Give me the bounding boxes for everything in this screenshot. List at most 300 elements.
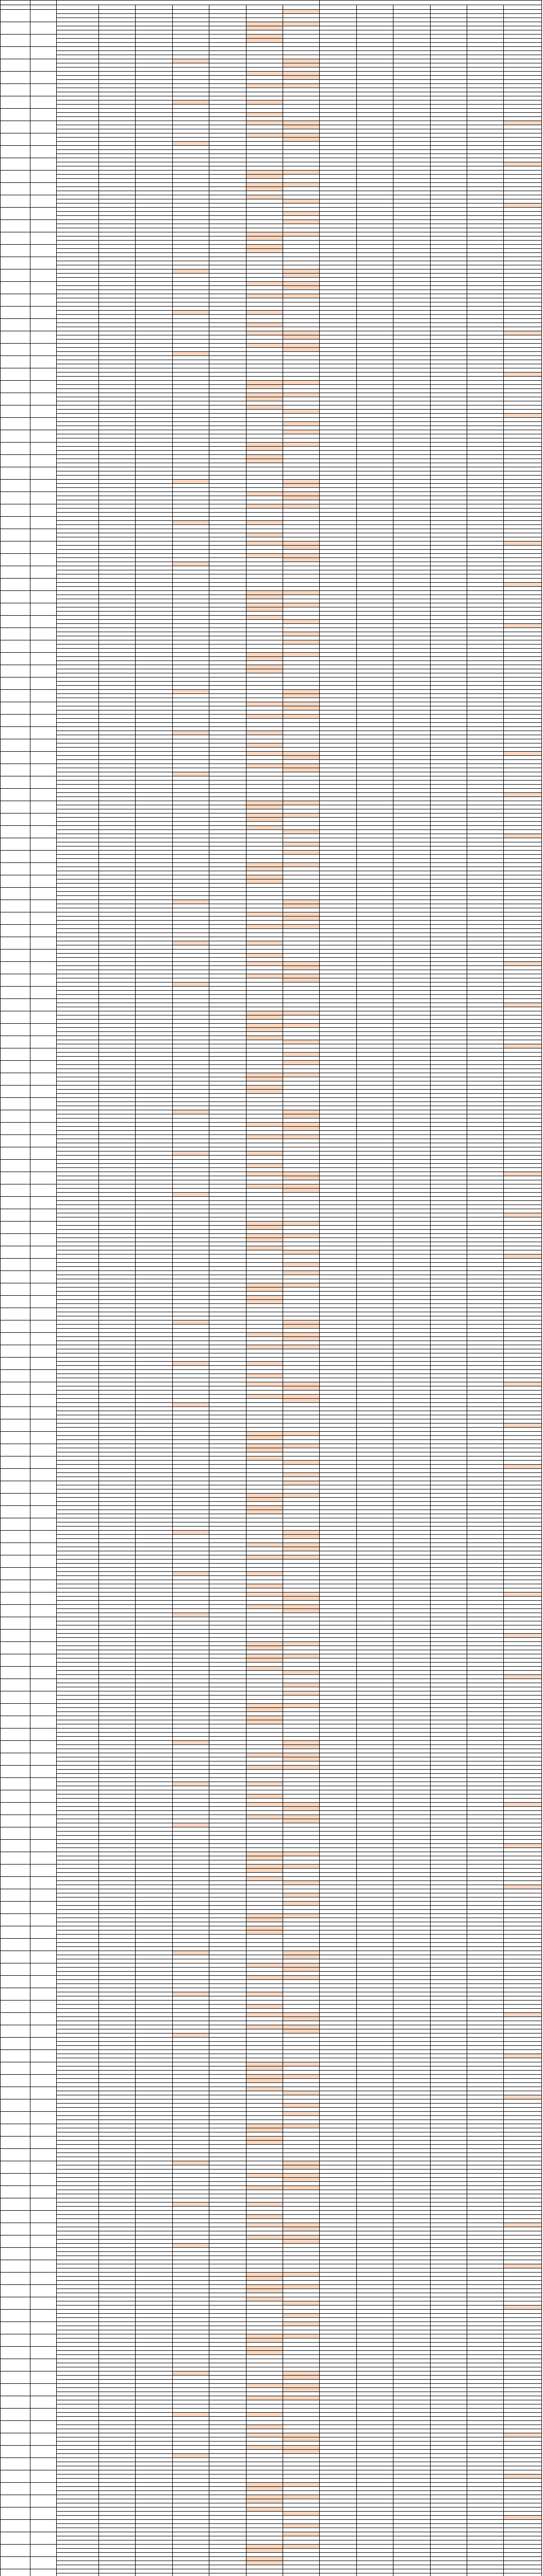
status-cell[interactable] <box>356 166 393 171</box>
status-cell[interactable] <box>430 294 467 298</box>
status-cell[interactable] <box>504 76 542 80</box>
status-cell[interactable] <box>393 405 430 410</box>
status-cell[interactable] <box>172 1036 209 1040</box>
status-cell[interactable] <box>430 146 467 150</box>
status-cell[interactable] <box>430 541 467 546</box>
status-cell[interactable] <box>504 1040 542 1044</box>
status-cell[interactable] <box>320 657 356 661</box>
status-cell[interactable] <box>246 978 283 982</box>
status-cell[interactable] <box>430 1048 467 1053</box>
status-cell[interactable] <box>136 558 172 562</box>
status-cell[interactable] <box>172 1114 209 1118</box>
status-cell[interactable] <box>504 1015 542 1020</box>
status-cell[interactable] <box>283 954 320 958</box>
status-cell[interactable] <box>320 908 356 912</box>
status-cell[interactable] <box>209 105 246 109</box>
status-cell[interactable] <box>467 1316 504 1320</box>
status-cell[interactable] <box>283 558 320 562</box>
status-cell[interactable] <box>393 834 430 838</box>
status-cell[interactable] <box>504 1316 542 1320</box>
status-cell[interactable] <box>209 459 246 463</box>
status-cell[interactable] <box>393 875 430 879</box>
status-cell[interactable] <box>283 204 320 208</box>
status-cell[interactable] <box>172 814 209 818</box>
status-cell[interactable] <box>136 814 172 818</box>
status-cell[interactable] <box>504 1160 542 1164</box>
status-cell[interactable] <box>283 702 320 706</box>
status-cell[interactable] <box>393 1040 430 1044</box>
status-cell[interactable] <box>393 624 430 628</box>
status-cell[interactable] <box>99 352 136 356</box>
status-cell[interactable] <box>467 92 504 96</box>
status-cell[interactable] <box>430 467 467 471</box>
status-cell[interactable] <box>320 199 356 204</box>
status-cell[interactable] <box>283 451 320 455</box>
status-cell[interactable] <box>356 743 393 748</box>
status-cell[interactable] <box>136 1184 172 1189</box>
status-cell[interactable] <box>172 500 209 504</box>
status-cell[interactable] <box>99 1259 136 1263</box>
status-cell[interactable] <box>467 603 504 607</box>
status-cell[interactable] <box>209 1345 246 1349</box>
status-cell[interactable] <box>209 410 246 414</box>
status-cell[interactable] <box>246 154 283 158</box>
status-cell[interactable] <box>209 1123 246 1127</box>
status-cell[interactable] <box>136 917 172 921</box>
status-cell[interactable] <box>320 216 356 220</box>
status-cell[interactable] <box>172 1349 209 1353</box>
status-cell[interactable] <box>283 1292 320 1296</box>
status-cell[interactable] <box>356 315 393 319</box>
status-cell[interactable] <box>320 1213 356 1217</box>
status-cell[interactable] <box>246 814 283 818</box>
status-cell[interactable] <box>393 426 430 430</box>
status-cell[interactable] <box>172 364 209 368</box>
status-cell[interactable] <box>136 393 172 397</box>
status-cell[interactable] <box>283 694 320 698</box>
status-cell[interactable] <box>283 55 320 59</box>
status-cell[interactable] <box>320 879 356 884</box>
status-cell[interactable] <box>320 896 356 900</box>
status-cell[interactable] <box>136 1238 172 1242</box>
status-cell[interactable] <box>99 1110 136 1114</box>
status-cell[interactable] <box>467 1036 504 1040</box>
status-cell[interactable] <box>172 921 209 925</box>
status-cell[interactable] <box>320 620 356 624</box>
status-cell[interactable] <box>136 1007 172 1011</box>
status-cell[interactable] <box>136 1193 172 1197</box>
status-cell[interactable] <box>283 488 320 492</box>
date-header[interactable] <box>467 5 504 10</box>
status-cell[interactable] <box>356 1011 393 1015</box>
status-cell[interactable] <box>246 488 283 492</box>
status-cell[interactable] <box>393 719 430 723</box>
status-cell[interactable] <box>172 1156 209 1160</box>
status-cell[interactable] <box>430 80 467 84</box>
status-cell[interactable] <box>99 1011 136 1015</box>
status-cell[interactable] <box>209 793 246 797</box>
status-cell[interactable] <box>246 1094 283 1098</box>
status-cell[interactable] <box>393 241 430 245</box>
status-cell[interactable] <box>136 756 172 760</box>
status-cell[interactable] <box>209 171 246 175</box>
status-cell[interactable] <box>246 162 283 166</box>
status-cell[interactable] <box>136 1279 172 1283</box>
status-cell[interactable] <box>136 776 172 781</box>
status-cell[interactable] <box>246 941 283 945</box>
status-cell[interactable] <box>283 323 320 327</box>
status-cell[interactable] <box>467 1086 504 1090</box>
status-cell[interactable] <box>172 447 209 451</box>
status-cell[interactable] <box>320 298 356 302</box>
status-cell[interactable] <box>467 96 504 100</box>
status-cell[interactable] <box>430 138 467 142</box>
status-cell[interactable] <box>467 1032 504 1036</box>
status-cell[interactable] <box>99 1176 136 1180</box>
status-cell[interactable] <box>504 657 542 661</box>
status-cell[interactable] <box>136 649 172 653</box>
status-cell[interactable] <box>172 1172 209 1176</box>
status-cell[interactable] <box>136 257 172 261</box>
status-cell[interactable] <box>209 1209 246 1213</box>
status-cell[interactable] <box>467 1189 504 1193</box>
status-cell[interactable] <box>393 1073 430 1077</box>
status-cell[interactable] <box>430 405 467 410</box>
status-cell[interactable] <box>136 739 172 743</box>
status-cell[interactable] <box>430 521 467 525</box>
status-cell[interactable] <box>136 88 172 92</box>
status-cell[interactable] <box>430 492 467 496</box>
status-cell[interactable] <box>209 822 246 826</box>
status-cell[interactable] <box>209 834 246 838</box>
status-cell[interactable] <box>172 286 209 290</box>
status-cell[interactable] <box>393 1378 430 1382</box>
status-cell[interactable] <box>172 941 209 945</box>
status-cell[interactable] <box>393 1263 430 1267</box>
status-cell[interactable] <box>172 269 209 274</box>
status-cell[interactable] <box>283 1395 320 1399</box>
status-cell[interactable] <box>320 801 356 805</box>
status-cell[interactable] <box>320 241 356 245</box>
status-cell[interactable] <box>320 282 356 286</box>
status-cell[interactable] <box>467 18 504 22</box>
status-cell[interactable] <box>99 212 136 216</box>
status-cell[interactable] <box>393 1168 430 1172</box>
status-cell[interactable] <box>172 743 209 748</box>
status-cell[interactable] <box>430 686 467 690</box>
status-cell[interactable] <box>356 702 393 706</box>
status-cell[interactable] <box>136 55 172 59</box>
status-cell[interactable] <box>209 846 246 851</box>
status-cell[interactable] <box>246 640 283 645</box>
status-cell[interactable] <box>209 954 246 958</box>
status-cell[interactable] <box>283 26 320 30</box>
status-cell[interactable] <box>393 105 430 109</box>
status-cell[interactable] <box>246 1135 283 1139</box>
status-cell[interactable] <box>430 63 467 67</box>
status-cell[interactable] <box>356 484 393 488</box>
status-cell[interactable] <box>209 166 246 171</box>
status-cell[interactable] <box>283 175 320 179</box>
status-cell[interactable] <box>136 496 172 500</box>
status-cell[interactable] <box>209 970 246 974</box>
status-cell[interactable] <box>467 282 504 286</box>
status-cell[interactable] <box>430 640 467 645</box>
status-cell[interactable] <box>99 1246 136 1250</box>
status-cell[interactable] <box>356 731 393 735</box>
status-cell[interactable] <box>467 319 504 323</box>
status-cell[interactable] <box>356 405 393 410</box>
status-cell[interactable] <box>209 612 246 616</box>
status-cell[interactable] <box>99 84 136 88</box>
status-cell[interactable] <box>209 463 246 467</box>
status-cell[interactable] <box>246 438 283 443</box>
status-cell[interactable] <box>283 616 320 620</box>
status-cell[interactable] <box>393 1358 430 1362</box>
status-cell[interactable] <box>99 546 136 550</box>
status-cell[interactable] <box>467 513 504 517</box>
status-cell[interactable] <box>467 224 504 228</box>
status-cell[interactable] <box>209 1250 246 1255</box>
status-cell[interactable] <box>356 1135 393 1139</box>
status-cell[interactable] <box>393 1325 430 1329</box>
status-cell[interactable] <box>99 1366 136 1370</box>
status-cell[interactable] <box>430 772 467 776</box>
status-cell[interactable] <box>393 929 430 933</box>
status-cell[interactable] <box>356 253 393 257</box>
status-cell[interactable] <box>172 1386 209 1391</box>
status-cell[interactable] <box>504 698 542 702</box>
status-cell[interactable] <box>504 183 542 187</box>
status-cell[interactable] <box>283 649 320 653</box>
status-cell[interactable] <box>356 257 393 261</box>
status-cell[interactable] <box>504 570 542 574</box>
status-cell[interactable] <box>283 105 320 109</box>
status-cell[interactable] <box>99 978 136 982</box>
status-cell[interactable] <box>246 785 283 789</box>
status-cell[interactable] <box>430 958 467 962</box>
status-cell[interactable] <box>283 245 320 249</box>
status-cell[interactable] <box>320 434 356 438</box>
status-cell[interactable] <box>504 1028 542 1032</box>
status-cell[interactable] <box>246 805 283 809</box>
status-cell[interactable] <box>393 896 430 900</box>
status-cell[interactable] <box>99 340 136 344</box>
status-cell[interactable] <box>209 1386 246 1391</box>
status-cell[interactable] <box>467 67 504 72</box>
status-cell[interactable] <box>320 710 356 715</box>
status-cell[interactable] <box>504 929 542 933</box>
status-cell[interactable] <box>430 892 467 896</box>
status-cell[interactable] <box>320 785 356 789</box>
status-cell[interactable] <box>504 945 542 950</box>
status-cell[interactable] <box>246 1201 283 1205</box>
status-cell[interactable] <box>320 257 356 261</box>
status-cell[interactable] <box>430 1341 467 1345</box>
status-cell[interactable] <box>430 88 467 92</box>
status-cell[interactable] <box>99 1032 136 1036</box>
status-cell[interactable] <box>504 1106 542 1110</box>
status-cell[interactable] <box>393 595 430 599</box>
status-cell[interactable] <box>99 183 136 187</box>
status-cell[interactable] <box>356 171 393 175</box>
status-cell[interactable] <box>209 645 246 649</box>
status-cell[interactable] <box>393 455 430 459</box>
status-cell[interactable] <box>356 690 393 694</box>
status-cell[interactable] <box>393 1201 430 1205</box>
status-cell[interactable] <box>209 253 246 257</box>
status-cell[interactable] <box>136 426 172 430</box>
status-cell[interactable] <box>393 146 430 150</box>
status-cell[interactable] <box>136 929 172 933</box>
status-cell[interactable] <box>467 607 504 612</box>
status-cell[interactable] <box>393 451 430 455</box>
status-cell[interactable] <box>320 1209 356 1213</box>
status-cell[interactable] <box>430 96 467 100</box>
status-cell[interactable] <box>209 274 246 278</box>
status-cell[interactable] <box>393 133 430 138</box>
status-cell[interactable] <box>136 133 172 138</box>
status-cell[interactable] <box>320 1028 356 1032</box>
status-cell[interactable] <box>356 1213 393 1217</box>
status-cell[interactable] <box>320 443 356 447</box>
status-cell[interactable] <box>99 962 136 966</box>
status-cell[interactable] <box>99 286 136 290</box>
status-cell[interactable] <box>136 665 172 669</box>
status-cell[interactable] <box>172 1048 209 1053</box>
status-cell[interactable] <box>246 1205 283 1209</box>
status-cell[interactable] <box>209 781 246 785</box>
status-cell[interactable] <box>283 719 320 723</box>
status-cell[interactable] <box>283 298 320 302</box>
status-cell[interactable] <box>209 950 246 954</box>
status-cell[interactable] <box>136 1329 172 1333</box>
status-cell[interactable] <box>209 1391 246 1395</box>
status-cell[interactable] <box>430 377 467 381</box>
status-cell[interactable] <box>356 776 393 781</box>
status-cell[interactable] <box>209 179 246 183</box>
status-cell[interactable] <box>283 315 320 319</box>
status-cell[interactable] <box>430 208 467 212</box>
status-cell[interactable] <box>209 764 246 768</box>
status-cell[interactable] <box>393 838 430 842</box>
status-cell[interactable] <box>393 809 430 814</box>
status-cell[interactable] <box>467 109 504 113</box>
status-cell[interactable] <box>393 665 430 669</box>
status-cell[interactable] <box>467 311 504 315</box>
status-cell[interactable] <box>430 653 467 657</box>
status-cell[interactable] <box>246 455 283 459</box>
status-cell[interactable] <box>467 269 504 274</box>
status-cell[interactable] <box>430 1102 467 1106</box>
status-cell[interactable] <box>430 488 467 492</box>
status-cell[interactable] <box>209 1370 246 1374</box>
status-cell[interactable] <box>99 455 136 459</box>
status-cell[interactable] <box>209 818 246 822</box>
status-cell[interactable] <box>172 26 209 30</box>
status-cell[interactable] <box>504 331 542 335</box>
status-cell[interactable] <box>246 410 283 414</box>
status-cell[interactable] <box>172 113 209 117</box>
status-cell[interactable] <box>136 1341 172 1345</box>
status-cell[interactable] <box>209 933 246 937</box>
status-cell[interactable] <box>283 393 320 397</box>
status-cell[interactable] <box>320 1386 356 1391</box>
status-cell[interactable] <box>504 735 542 739</box>
status-cell[interactable] <box>246 311 283 315</box>
status-cell[interactable] <box>430 1271 467 1275</box>
status-cell[interactable] <box>209 323 246 327</box>
status-cell[interactable] <box>99 492 136 496</box>
status-cell[interactable] <box>430 1296 467 1300</box>
status-cell[interactable] <box>356 509 393 513</box>
status-cell[interactable] <box>246 851 283 855</box>
status-cell[interactable] <box>320 1374 356 1378</box>
status-cell[interactable] <box>99 1015 136 1020</box>
status-cell[interactable] <box>246 1213 283 1217</box>
status-cell[interactable] <box>467 661 504 665</box>
status-cell[interactable] <box>504 504 542 509</box>
status-cell[interactable] <box>99 315 136 319</box>
status-cell[interactable] <box>356 616 393 620</box>
status-cell[interactable] <box>136 570 172 574</box>
status-cell[interactable] <box>209 743 246 748</box>
status-cell[interactable] <box>283 410 320 414</box>
status-cell[interactable] <box>283 1024 320 1028</box>
status-cell[interactable] <box>467 434 504 438</box>
status-cell[interactable] <box>283 875 320 879</box>
status-cell[interactable] <box>320 875 356 879</box>
status-cell[interactable] <box>356 686 393 690</box>
status-cell[interactable] <box>320 335 356 340</box>
status-cell[interactable] <box>99 26 136 30</box>
status-cell[interactable] <box>393 187 430 191</box>
status-cell[interactable] <box>320 1234 356 1238</box>
status-cell[interactable] <box>99 1329 136 1333</box>
status-cell[interactable] <box>209 558 246 562</box>
status-cell[interactable] <box>99 113 136 117</box>
status-cell[interactable] <box>467 921 504 925</box>
status-cell[interactable] <box>430 1032 467 1036</box>
status-cell[interactable] <box>99 710 136 715</box>
status-cell[interactable] <box>136 1391 172 1395</box>
status-cell[interactable] <box>246 245 283 249</box>
status-cell[interactable] <box>172 603 209 607</box>
status-cell[interactable] <box>99 480 136 484</box>
status-cell[interactable] <box>467 199 504 204</box>
status-cell[interactable] <box>136 982 172 987</box>
status-cell[interactable] <box>467 1114 504 1118</box>
status-cell[interactable] <box>320 471 356 476</box>
status-cell[interactable] <box>209 859 246 863</box>
status-cell[interactable] <box>246 1267 283 1271</box>
status-cell[interactable] <box>467 570 504 574</box>
status-cell[interactable] <box>356 10 393 14</box>
status-cell[interactable] <box>504 958 542 962</box>
status-cell[interactable] <box>209 22 246 26</box>
status-cell[interactable] <box>209 340 246 344</box>
status-cell[interactable] <box>504 1189 542 1193</box>
status-cell[interactable] <box>356 620 393 624</box>
status-cell[interactable] <box>246 100 283 105</box>
status-cell[interactable] <box>356 785 393 789</box>
status-cell[interactable] <box>172 1139 209 1143</box>
status-cell[interactable] <box>430 154 467 158</box>
status-cell[interactable] <box>172 1180 209 1184</box>
status-cell[interactable] <box>430 307 467 311</box>
status-cell[interactable] <box>430 1353 467 1358</box>
status-cell[interactable] <box>209 451 246 455</box>
